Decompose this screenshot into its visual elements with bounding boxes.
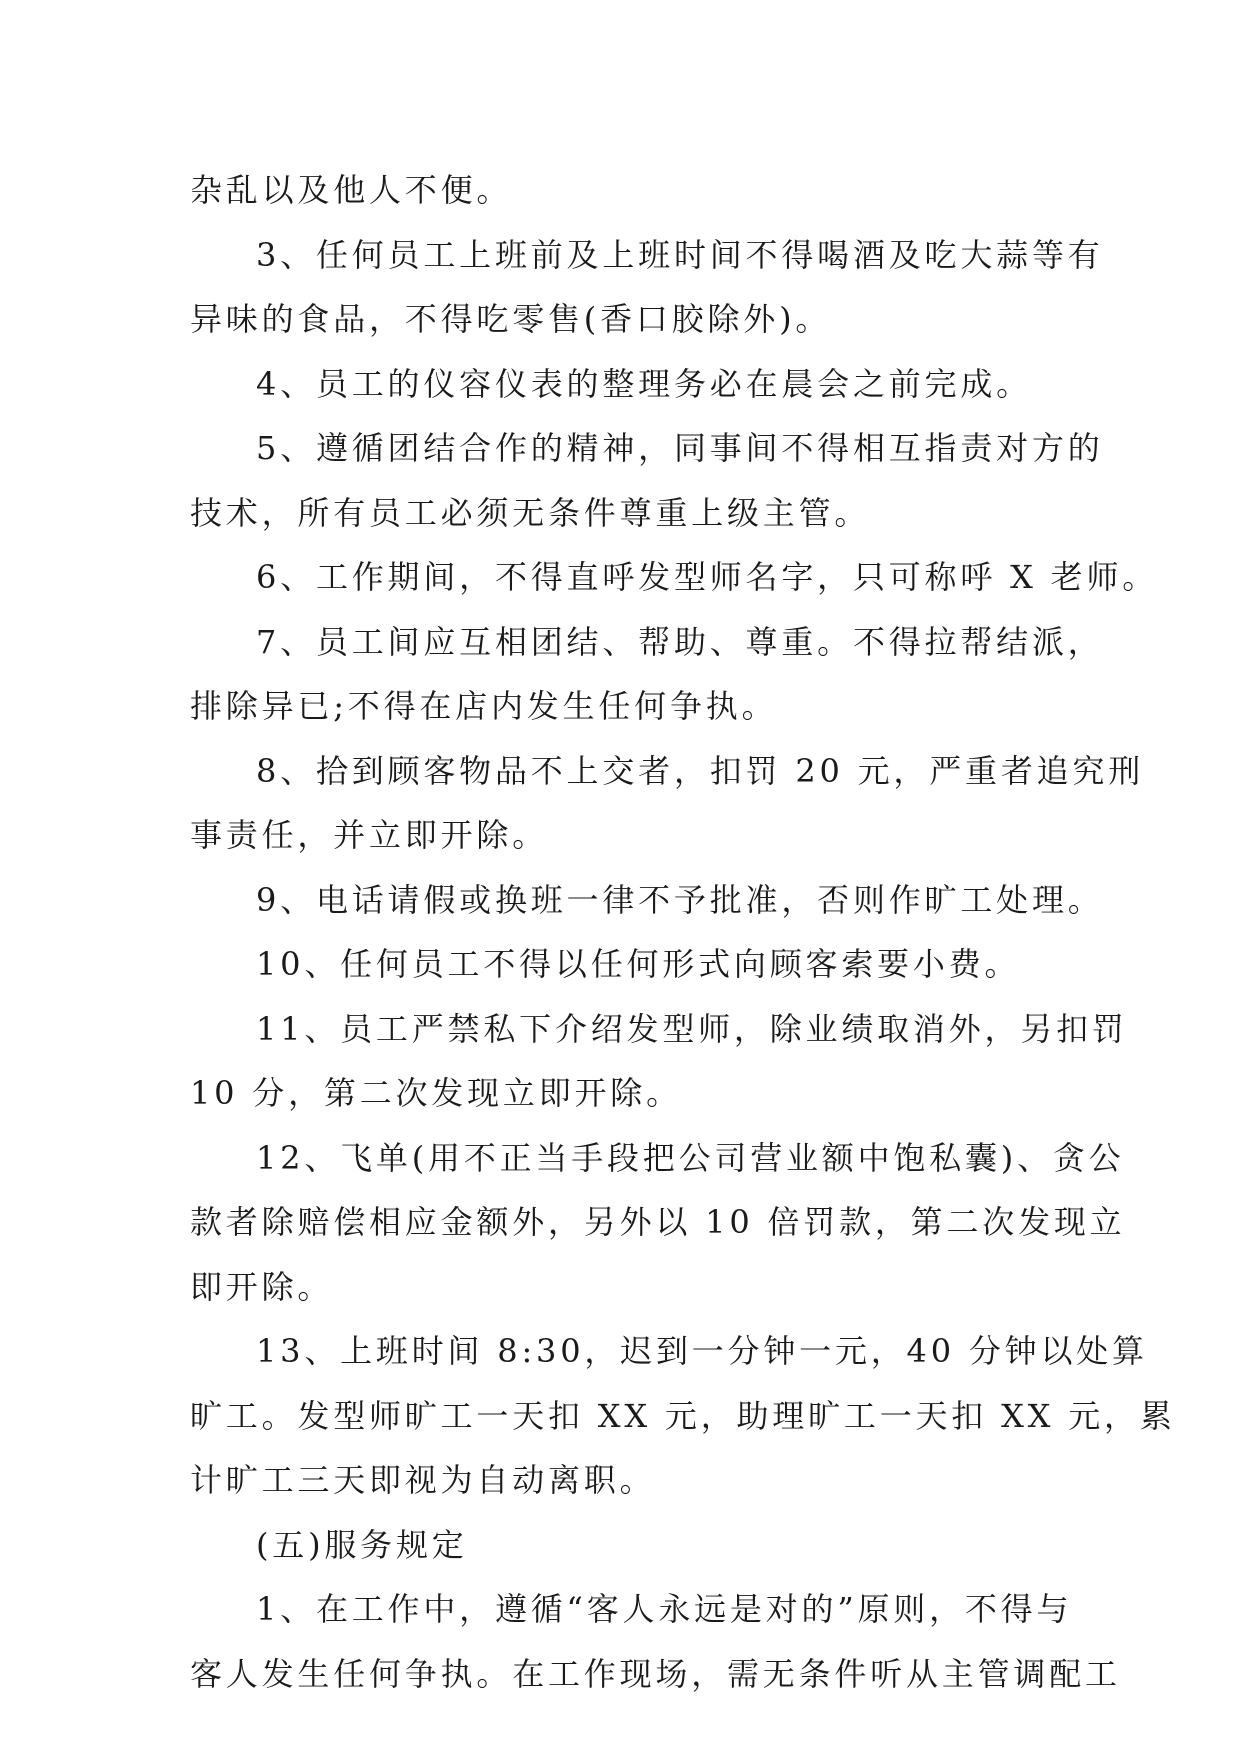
text-line: 款者除赔偿相应金额外，另外以 10 倍罚款，第二次发现立	[190, 1203, 1126, 1241]
text-line: 1、在工作中，遵循“客人永远是对的”原则，不得与	[256, 1590, 1073, 1628]
text-line: 4、员工的仪容仪表的整理务必在晨会之前完成。	[256, 364, 1032, 403]
text-line: 即开除。	[190, 1267, 334, 1306]
text-line: 8、拾到顾客物品不上交者，扣罚 20 元，严重者追究刑	[256, 751, 1145, 790]
text-line: 异味的食品，不得吃零售(香口胶除外)。	[190, 300, 832, 338]
text-line: 12、飞单(用不正当手段把公司营业额中饱私囊)、贪公	[256, 1138, 1125, 1177]
text-line: 7、员工间应互相团结、帮助、尊重。不得拉帮结派，	[256, 622, 1104, 661]
text-line: 3、任何员工上班前及上班时间不得喝酒及吃大蒜等有	[256, 235, 1104, 274]
text-line: 13、上班时间 8:30，迟到一分钟一元，40 分钟以处算	[256, 1332, 1148, 1370]
text-line: 计旷工三天即视为自动离职。	[190, 1461, 656, 1499]
text-line: 杂乱以及他人不便。	[190, 171, 513, 209]
text-line: 旷工。发型师旷工一天扣 XX 元，助理旷工一天扣 XX 元，累	[190, 1396, 1176, 1435]
text-line: 排除异已;不得在店内发生任何争执。	[190, 687, 778, 725]
text-line: 11、员工严禁私下介绍发型师，除业绩取消外，另扣罚	[256, 1009, 1128, 1048]
text-line: 10 分，第二次发现立即开除。	[190, 1074, 682, 1112]
document-body	[190, 158, 1176, 1706]
section-heading: (五)服务规定	[256, 1525, 468, 1564]
text-line: 客人发生任何争执。在工作现场，需无条件听从主管调配工	[190, 1654, 1121, 1693]
text-line: 5、遵循团结合作的精神，同事间不得相互指责对方的	[256, 429, 1104, 467]
text-line: 9、电话请假或换班一律不予批准，否则作旷工处理。	[256, 880, 1104, 919]
text-line: 事责任，并立即开除。	[190, 816, 549, 854]
text-line: 10、任何员工不得以任何形式向顾客索要小费。	[256, 945, 1021, 983]
text-line: 技术，所有员工必须无条件尊重上级主管。	[190, 493, 871, 532]
text-line: 6、工作期间，不得直呼发型师名字，只可称呼 X 老师。	[256, 558, 1159, 596]
